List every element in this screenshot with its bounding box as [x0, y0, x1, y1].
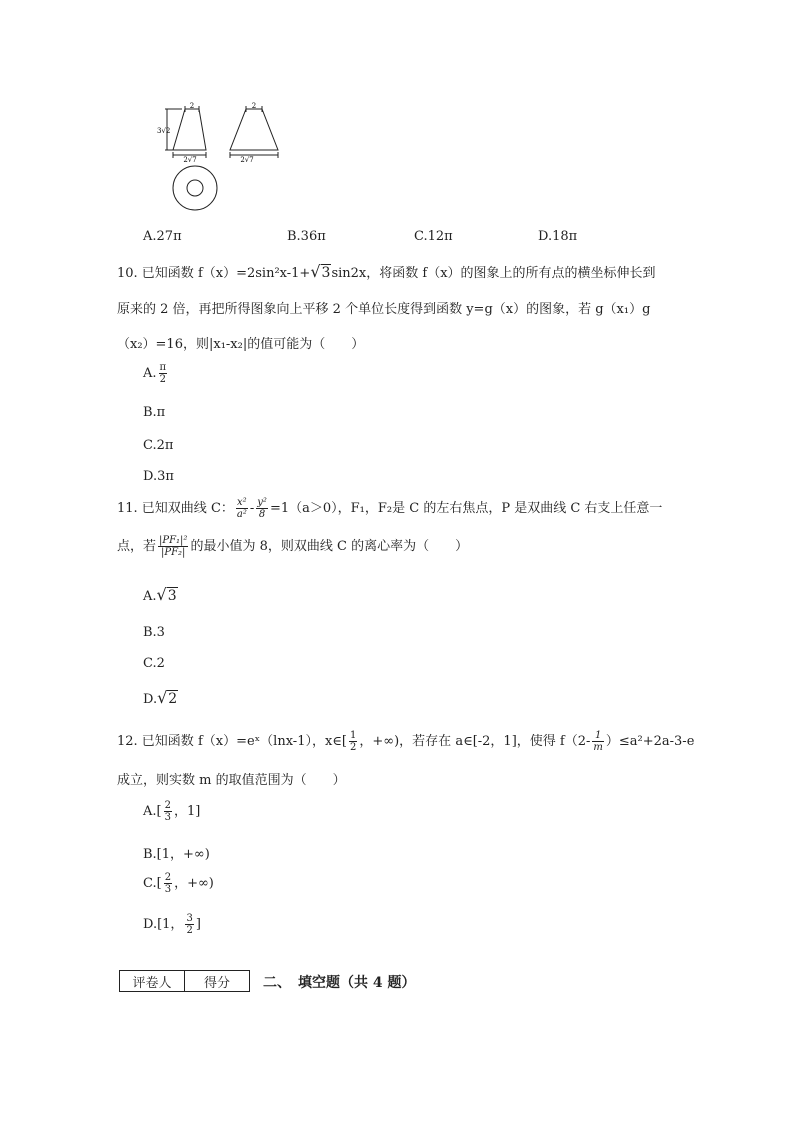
section-title: 二、 填空题（共 4 题）: [263, 975, 416, 991]
q10-line3: （x₂）=16，则|x₁-x₂|的值可能为（ ）: [117, 337, 365, 352]
q11-line2-suffix: 的最小值为 8，则双曲线 C 的离心率为（ ）: [190, 539, 469, 554]
three-view-figure: [150, 100, 300, 218]
q12-interval-fraction: [349, 730, 357, 753]
fraction-denominator: 8: [258, 509, 266, 520]
q12-option-b: B.[1，+∞): [143, 847, 210, 862]
q12-line2: 成立，则实数 m 的取值范围为（ ）: [117, 773, 346, 788]
q9-option-a: A.27π: [143, 229, 182, 244]
q10-option-a-prefix: A.: [143, 366, 157, 381]
q10-line2: 原来的 2 倍，再把所得图象向上平移 2 个单位长度得到函数 y=g（x）的图象，若 g（x₁）g: [117, 302, 651, 317]
fraction-denominator: |PF₂|: [161, 547, 186, 558]
sqrt-symbol: √2: [157, 688, 178, 707]
fraction-denominator: 2: [186, 925, 193, 936]
q11-line1: [117, 497, 662, 520]
q10-line1-a: 10. 已知函数 f（x）=2sin²x-1+: [117, 266, 311, 281]
fraction-denominator: m: [593, 742, 603, 753]
fraction-numerator: |PF₁|²: [159, 535, 188, 546]
front-bottom-label: 2√7: [183, 156, 197, 164]
q9-option-c: C.12π: [414, 229, 453, 244]
q11-minus: -: [249, 501, 255, 516]
q12-option-d-prefix: D.[1，: [143, 917, 184, 932]
q12-option-a-prefix: A.[: [143, 804, 162, 819]
q12-prefix: 12. 已知函数 f（x）=eˣ（lnx-1），x∈[: [117, 734, 348, 749]
fraction-numerator: 1: [592, 730, 603, 742]
front-view: [165, 106, 206, 158]
q10-option-c: C.2π: [143, 438, 174, 453]
fraction-numerator: 2: [164, 872, 172, 883]
sqrt-symbol: √3: [156, 585, 177, 604]
q11-option-d-radicand: 2: [168, 691, 178, 707]
q11-option-a: [143, 585, 178, 604]
fraction-numerator: 1: [350, 730, 357, 741]
q12-option-c: [143, 872, 214, 895]
front-height-label: 3√2: [157, 127, 171, 135]
q11-option-d: [143, 688, 178, 707]
fraction-numerator: y²: [257, 497, 267, 508]
fraction-numerator: x²: [237, 497, 247, 508]
fraction-numerator: π: [159, 362, 167, 373]
q10-option-d: D.3π: [143, 469, 174, 484]
q10-sqrt-radicand: 3: [321, 265, 331, 281]
sqrt-symbol: √3: [310, 262, 331, 281]
q9-option-d: D.18π: [538, 229, 578, 244]
score-cell: 得分: [185, 971, 250, 992]
side-view: [230, 106, 278, 158]
q10-option-a: [143, 362, 169, 385]
side-top-label: 2: [251, 102, 257, 110]
q12-middle: ，+∞)，若存在 a∈[-2，1]，使得 f（2-: [359, 734, 591, 749]
q12-option-c-suffix: ，+∞): [174, 876, 214, 891]
fraction-denominator: 3: [164, 884, 172, 895]
q12-line1: [117, 730, 694, 753]
q11-y-fraction: [256, 497, 268, 520]
q12-option-c-prefix: C.[: [143, 876, 162, 891]
q12-suffix: ）≤a²+2a-3-e: [605, 734, 695, 749]
q12-option-d: [143, 913, 201, 936]
fraction-denominator: 2: [350, 742, 357, 753]
q10-option-a-fraction: [159, 362, 168, 385]
q9-option-b: B.36π: [287, 229, 326, 244]
q10-line1: [117, 262, 656, 281]
fraction-numerator: 3: [186, 913, 193, 924]
q12-option-a: [143, 800, 200, 823]
q10-line1-b: sin2x，将函数 f（x）的图象上的所有点的横坐标伸长到: [331, 266, 656, 281]
q11-line2: [117, 535, 468, 558]
fraction-denominator: 3: [164, 812, 171, 823]
q12-option-d-suffix: ]: [195, 917, 201, 932]
grader-cell: 评卷人: [120, 971, 185, 992]
q11-prefix: 11. 已知双曲线 C：: [117, 501, 234, 516]
q10-option-b: B.π: [143, 405, 166, 420]
q12-option-c-fraction: [164, 872, 172, 895]
q11-option-a-radicand: 3: [167, 588, 177, 604]
fraction-denominator: a²: [236, 509, 247, 520]
q11-option-c: C.2: [143, 656, 165, 671]
side-bottom-label: 2√7: [240, 156, 254, 164]
q12-option-a-fraction: [164, 800, 172, 823]
fraction-numerator: 2: [164, 800, 171, 811]
fraction-denominator: 2: [159, 374, 166, 385]
q11-line2-prefix: 点，若: [117, 539, 157, 554]
grading-table: [119, 970, 250, 992]
q12-option-d-fraction: [185, 913, 193, 936]
q11-option-a-prefix: A.: [143, 589, 157, 604]
q11-option-d-prefix: D.: [143, 692, 158, 707]
q12-option-a-suffix: ，1]: [173, 804, 201, 819]
q11-suffix: =1（a＞0），F₁，F₂是 C 的左右焦点，P 是双曲线 C 右支上任意一: [269, 501, 663, 516]
q12-m-fraction: [592, 730, 603, 753]
q11-x-fraction: [236, 497, 248, 520]
front-top-label: 2: [189, 102, 195, 110]
top-view: [173, 166, 217, 210]
q11-option-b: B.3: [143, 625, 165, 640]
q11-ratio-fraction: [158, 535, 188, 558]
